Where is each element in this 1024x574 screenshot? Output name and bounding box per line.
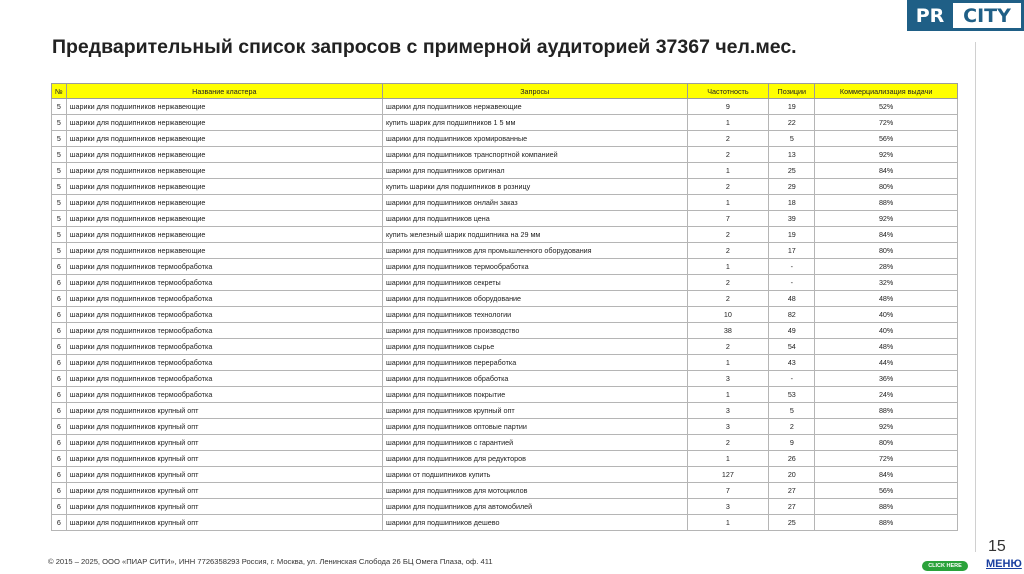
cell-commercialization: 44%	[815, 355, 958, 371]
cell-frequency: 3	[687, 419, 769, 435]
cell-number: 6	[52, 259, 67, 275]
cell-cluster: шарики для подшипников термообработка	[66, 339, 382, 355]
copyright-footer: © 2015 – 2025, ООО «ПИАР СИТИ», ИНН 7726358293 Россия, г. Москва, ул. Ленинская Слобода 26 БЦ Омега Плаза, оф. 411	[48, 557, 493, 566]
cell-frequency: 7	[687, 211, 769, 227]
cell-position: 27	[769, 499, 815, 515]
cell-number: 6	[52, 291, 67, 307]
cell-position: 25	[769, 163, 815, 179]
cell-cluster: шарики для подшипников крупный опт	[66, 515, 382, 531]
cell-cluster: шарики для подшипников термообработка	[66, 371, 382, 387]
cell-position: 17	[769, 243, 815, 259]
cell-cluster: шарики для подшипников крупный опт	[66, 403, 382, 419]
cell-position: 18	[769, 195, 815, 211]
table-row	[52, 291, 958, 307]
cell-cluster: шарики для подшипников нержавеющие	[66, 227, 382, 243]
cell-commercialization: 40%	[815, 307, 958, 323]
table-row	[52, 323, 958, 339]
cell-position: -	[769, 371, 815, 387]
cell-commercialization: 80%	[815, 243, 958, 259]
cell-cluster: шарики для подшипников нержавеющие	[66, 147, 382, 163]
cell-frequency: 1	[687, 451, 769, 467]
cell-commercialization: 32%	[815, 275, 958, 291]
cell-position: 27	[769, 483, 815, 499]
cell-frequency: 38	[687, 323, 769, 339]
cell-query: купить шарик для подшипников 1 5 мм	[382, 115, 687, 131]
header-commercialization: Коммерциализация выдачи	[815, 84, 958, 99]
cell-query: шарики для подшипников нержавеющие	[382, 99, 687, 115]
cell-commercialization: 84%	[815, 467, 958, 483]
table-row	[52, 275, 958, 291]
table-row	[52, 147, 958, 163]
cell-commercialization: 92%	[815, 211, 958, 227]
cell-number: 6	[52, 451, 67, 467]
cell-commercialization: 88%	[815, 499, 958, 515]
cell-cluster: шарики для подшипников термообработка	[66, 307, 382, 323]
cell-number: 5	[52, 163, 67, 179]
table-row	[52, 211, 958, 227]
cell-frequency: 3	[687, 499, 769, 515]
header-number: №	[52, 84, 67, 99]
cell-cluster: шарики для подшипников нержавеющие	[66, 211, 382, 227]
cell-query: шарики для подшипников дешево	[382, 515, 687, 531]
cell-number: 5	[52, 179, 67, 195]
cell-cluster: шарики для подшипников крупный опт	[66, 483, 382, 499]
cell-position: 26	[769, 451, 815, 467]
cell-query: шарики для подшипников технологии	[382, 307, 687, 323]
cell-position: 9	[769, 435, 815, 451]
cell-frequency: 1	[687, 195, 769, 211]
cell-frequency: 1	[687, 387, 769, 403]
cell-position: 5	[769, 131, 815, 147]
cell-commercialization: 88%	[815, 403, 958, 419]
cell-frequency: 2	[687, 147, 769, 163]
cell-number: 6	[52, 355, 67, 371]
table-row	[52, 419, 958, 435]
table-row	[52, 195, 958, 211]
cell-cluster: шарики для подшипников нержавеющие	[66, 179, 382, 195]
table-row	[52, 163, 958, 179]
table-row	[52, 515, 958, 531]
cell-frequency: 7	[687, 483, 769, 499]
cell-cluster: шарики для подшипников термообработка	[66, 387, 382, 403]
right-divider	[975, 42, 976, 552]
cell-commercialization: 72%	[815, 115, 958, 131]
cell-frequency: 2	[687, 435, 769, 451]
cell-frequency: 3	[687, 403, 769, 419]
cell-position: 54	[769, 339, 815, 355]
cell-frequency: 2	[687, 291, 769, 307]
cell-query: шарики для подшипников для редукторов	[382, 451, 687, 467]
header-positions: Позиции	[769, 84, 815, 99]
cell-query: шарики для подшипников крупный опт	[382, 403, 687, 419]
cell-position: 2	[769, 419, 815, 435]
cell-cluster: шарики для подшипников крупный опт	[66, 419, 382, 435]
cell-frequency: 2	[687, 339, 769, 355]
cell-frequency: 2	[687, 131, 769, 147]
cell-number: 5	[52, 131, 67, 147]
cell-number: 6	[52, 515, 67, 531]
cell-query: шарики для подшипников обработка	[382, 371, 687, 387]
cell-position: -	[769, 259, 815, 275]
cell-query: шарики для подшипников сырье	[382, 339, 687, 355]
cell-commercialization: 88%	[815, 515, 958, 531]
cell-query: шарики для подшипников оборудование	[382, 291, 687, 307]
cell-query: шарики для подшипников производство	[382, 323, 687, 339]
cell-cluster: шарики для подшипников термообработка	[66, 291, 382, 307]
cell-frequency: 1	[687, 163, 769, 179]
table-row	[52, 483, 958, 499]
cell-number: 5	[52, 115, 67, 131]
cell-position: 48	[769, 291, 815, 307]
cell-number: 6	[52, 419, 67, 435]
cell-query: шарики для подшипников цена	[382, 211, 687, 227]
cell-position: 49	[769, 323, 815, 339]
cell-frequency: 2	[687, 243, 769, 259]
cell-commercialization: 56%	[815, 131, 958, 147]
cell-number: 6	[52, 387, 67, 403]
cell-cluster: шарики для подшипников нержавеющие	[66, 243, 382, 259]
logo-city: CITY	[953, 0, 1024, 31]
cell-position: 13	[769, 147, 815, 163]
cell-cluster: шарики для подшипников крупный опт	[66, 451, 382, 467]
cell-frequency: 2	[687, 227, 769, 243]
cell-query: шарики для подшипников с гарантией	[382, 435, 687, 451]
cell-query: шарики для подшипников термообработка	[382, 259, 687, 275]
cell-commercialization: 36%	[815, 371, 958, 387]
table-row	[52, 371, 958, 387]
cell-position: 53	[769, 387, 815, 403]
cell-commercialization: 40%	[815, 323, 958, 339]
logo-pr: PR	[907, 0, 953, 31]
cell-position: 29	[769, 179, 815, 195]
header-queries: Запросы	[382, 84, 687, 99]
table-row	[52, 403, 958, 419]
cell-query: шарики для подшипников онлайн заказ	[382, 195, 687, 211]
table-row	[52, 339, 958, 355]
cell-position: 39	[769, 211, 815, 227]
cell-position: 19	[769, 227, 815, 243]
cell-position: 43	[769, 355, 815, 371]
cell-query: шарики для подшипников оригинал	[382, 163, 687, 179]
cell-number: 5	[52, 211, 67, 227]
cell-cluster: шарики для подшипников крупный опт	[66, 435, 382, 451]
cell-frequency: 10	[687, 307, 769, 323]
cell-query: шарики от подшипников купить	[382, 467, 687, 483]
cell-frequency: 1	[687, 259, 769, 275]
cell-cluster: шарики для подшипников термообработка	[66, 323, 382, 339]
cell-query: шарики для подшипников для промышленного оборудования	[382, 243, 687, 259]
cell-commercialization: 48%	[815, 291, 958, 307]
cell-commercialization: 80%	[815, 179, 958, 195]
cell-query: шарики для подшипников переработка	[382, 355, 687, 371]
cell-cluster: шарики для подшипников термообработка	[66, 259, 382, 275]
cell-commercialization: 48%	[815, 339, 958, 355]
cell-position: -	[769, 275, 815, 291]
queries-table	[51, 83, 958, 531]
cell-position: 22	[769, 115, 815, 131]
cell-query: купить шарики для подшипников в розницу	[382, 179, 687, 195]
table-body	[52, 99, 958, 531]
cell-query: шарики для подшипников для автомобилей	[382, 499, 687, 515]
cell-frequency: 1	[687, 515, 769, 531]
cell-cluster: шарики для подшипников нержавеющие	[66, 195, 382, 211]
cell-cluster: шарики для подшипников крупный опт	[66, 499, 382, 515]
cell-position: 20	[769, 467, 815, 483]
cell-number: 6	[52, 499, 67, 515]
cell-number: 6	[52, 403, 67, 419]
table-row	[52, 499, 958, 515]
cell-number: 6	[52, 435, 67, 451]
cell-commercialization: 92%	[815, 147, 958, 163]
cell-frequency: 2	[687, 275, 769, 291]
cell-cluster: шарики для подшипников крупный опт	[66, 467, 382, 483]
cell-commercialization: 72%	[815, 451, 958, 467]
cell-number: 5	[52, 227, 67, 243]
table-row	[52, 355, 958, 371]
cell-query: шарики для подшипников для мотоциклов	[382, 483, 687, 499]
cell-frequency: 9	[687, 99, 769, 115]
cell-cluster: шарики для подшипников нержавеющие	[66, 99, 382, 115]
cell-number: 6	[52, 467, 67, 483]
cell-commercialization: 28%	[815, 259, 958, 275]
table-row	[52, 467, 958, 483]
cell-number: 6	[52, 371, 67, 387]
cell-query: шарики для подшипников транспортной компанией	[382, 147, 687, 163]
cell-position: 5	[769, 403, 815, 419]
cell-position: 82	[769, 307, 815, 323]
table-row	[52, 259, 958, 275]
cell-commercialization: 52%	[815, 99, 958, 115]
table-row	[52, 179, 958, 195]
cell-cluster: шарики для подшипников нержавеющие	[66, 115, 382, 131]
cell-frequency: 1	[687, 355, 769, 371]
table-row	[52, 243, 958, 259]
cell-number: 5	[52, 99, 67, 115]
cell-number: 5	[52, 243, 67, 259]
header-cluster: Название кластера	[66, 84, 382, 99]
cell-frequency: 127	[687, 467, 769, 483]
cell-number: 6	[52, 307, 67, 323]
table-row	[52, 451, 958, 467]
table-row	[52, 99, 958, 115]
table-row	[52, 115, 958, 131]
cell-commercialization: 88%	[815, 195, 958, 211]
menu-link[interactable]: МЕНЮ	[986, 558, 1022, 570]
page-title: Предварительный список запросов с примерной аудиторией 37367 чел.мес.	[52, 36, 797, 58]
cell-number: 5	[52, 195, 67, 211]
cell-position: 19	[769, 99, 815, 115]
cell-cluster: шарики для подшипников нержавеющие	[66, 131, 382, 147]
cell-cluster: шарики для подшипников термообработка	[66, 275, 382, 291]
cell-commercialization: 24%	[815, 387, 958, 403]
cell-commercialization: 84%	[815, 163, 958, 179]
table-header-row	[52, 84, 958, 99]
cell-query: шарики для подшипников покрытие	[382, 387, 687, 403]
pr-city-logo	[907, 0, 1024, 31]
cell-position: 25	[769, 515, 815, 531]
cell-query: шарики для подшипников хромированные	[382, 131, 687, 147]
cell-number: 6	[52, 323, 67, 339]
cell-frequency: 3	[687, 371, 769, 387]
cell-number: 5	[52, 147, 67, 163]
cell-commercialization: 92%	[815, 419, 958, 435]
cell-commercialization: 56%	[815, 483, 958, 499]
cell-frequency: 2	[687, 179, 769, 195]
cell-number: 6	[52, 275, 67, 291]
cell-commercialization: 80%	[815, 435, 958, 451]
cell-number: 6	[52, 483, 67, 499]
header-frequency: Частотность	[687, 84, 769, 99]
click-here-button[interactable]: CLICK HERE	[922, 561, 968, 571]
cell-frequency: 1	[687, 115, 769, 131]
cell-query: шарики для подшипников оптовые партии	[382, 419, 687, 435]
cell-cluster: шарики для подшипников нержавеющие	[66, 163, 382, 179]
cell-commercialization: 84%	[815, 227, 958, 243]
cell-cluster: шарики для подшипников термообработка	[66, 355, 382, 371]
table-row	[52, 307, 958, 323]
table-row	[52, 131, 958, 147]
cell-query: шарики для подшипников секреты	[382, 275, 687, 291]
table-row	[52, 387, 958, 403]
table-row	[52, 435, 958, 451]
cell-number: 6	[52, 339, 67, 355]
table-row	[52, 227, 958, 243]
page-number: 15	[988, 538, 1006, 555]
cell-query: купить железный шарик подшипника на 29 мм	[382, 227, 687, 243]
